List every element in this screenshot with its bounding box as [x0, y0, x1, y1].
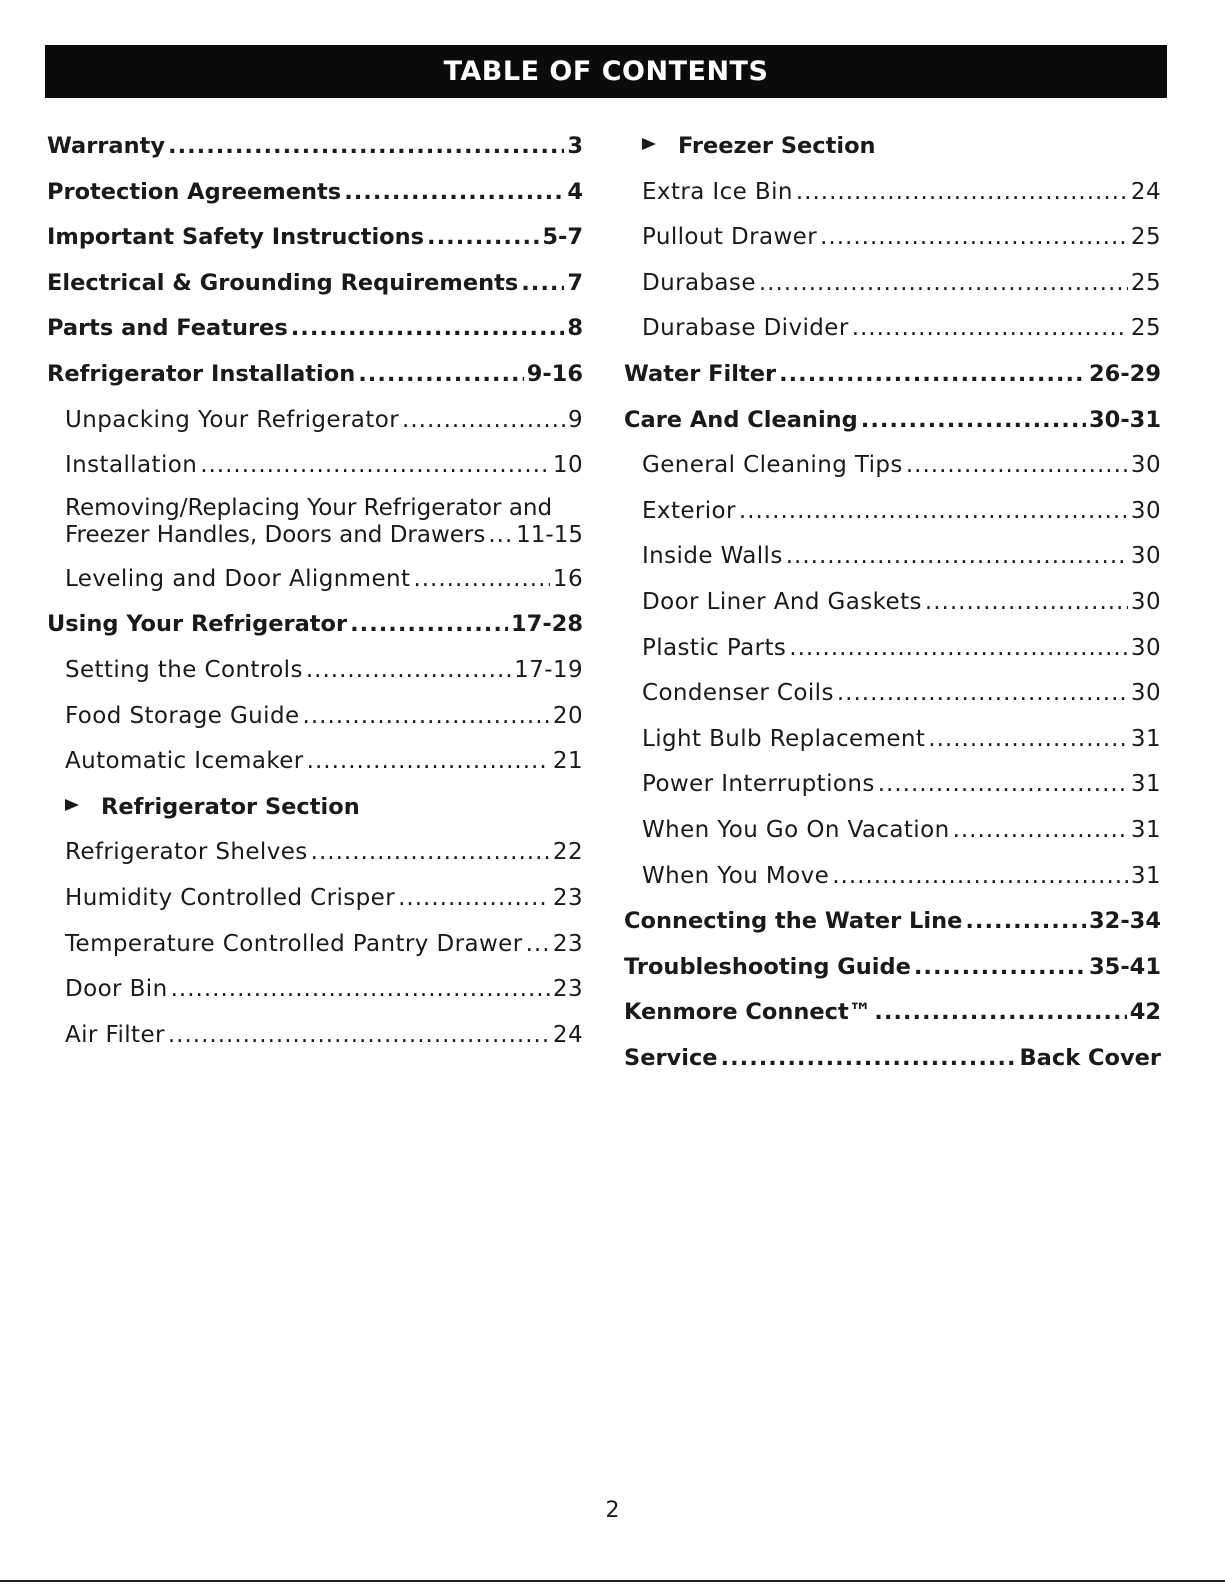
- entry-label: Door Liner And Gaskets: [642, 588, 922, 615]
- toc-entry-icemaker[interactable]: [47, 739, 583, 785]
- entry-label-line1: Removing/Replacing Your Refrigerator and: [65, 494, 553, 521]
- entry-page: 9: [567, 406, 583, 433]
- leader-dots: [739, 489, 1128, 535]
- entry-page: 31: [1130, 816, 1161, 843]
- toc-entry-unpacking[interactable]: [47, 398, 583, 444]
- entry-page: 8: [567, 315, 583, 342]
- leader-dots: [358, 352, 523, 398]
- entry-page: 9-16: [526, 360, 583, 387]
- leader-dots: [953, 808, 1128, 854]
- toc-entry-shelves[interactable]: [47, 830, 583, 876]
- leader-dots: [786, 534, 1128, 580]
- toc-entry-door-bin[interactable]: [47, 967, 583, 1013]
- toc-entry-cleaning-tips[interactable]: [624, 443, 1161, 489]
- toc-entry-care-cleaning[interactable]: [624, 398, 1161, 444]
- entry-page: 24: [1130, 178, 1161, 205]
- toc-section-freezer: [624, 124, 1161, 170]
- entry-page: 25: [1130, 315, 1161, 342]
- entry-page: 17-28: [511, 611, 583, 638]
- entry-label: Service: [624, 1044, 718, 1071]
- entry-page: 23: [552, 930, 583, 957]
- entry-page: 31: [1130, 862, 1161, 889]
- toc-entry-safety-instructions[interactable]: [47, 215, 583, 261]
- entry-label: Air Filter: [65, 1021, 165, 1048]
- entry-label: Important Safety Instructions: [47, 224, 425, 251]
- toc-entry-setting-controls[interactable]: [47, 648, 583, 694]
- section-label: Freezer Section: [678, 133, 876, 159]
- entry-page: 17-19: [514, 656, 583, 683]
- entry-label: Food Storage Guide: [65, 702, 300, 729]
- entry-label: Using Your Refrigerator: [47, 611, 348, 638]
- entry-page: 30: [1130, 497, 1161, 524]
- toc-entry-vacation[interactable]: [624, 808, 1161, 854]
- toc-entry-food-storage[interactable]: [47, 694, 583, 740]
- bottom-rule: [0, 1580, 1225, 1582]
- entry-label: When You Go On Vacation: [642, 816, 950, 843]
- toc-right-column: [624, 124, 1161, 1081]
- toc-entry-warranty[interactable]: [47, 124, 583, 170]
- toc-entry-exterior[interactable]: [624, 489, 1161, 535]
- entry-label: Care And Cleaning: [624, 406, 858, 433]
- toc-entry-leveling[interactable]: [47, 557, 583, 603]
- entry-label: Automatic Icemaker: [65, 748, 304, 775]
- leader-dots: [721, 1036, 1017, 1082]
- toc-entry-door-liner[interactable]: [624, 580, 1161, 626]
- toc-entry-plastic-parts[interactable]: [624, 626, 1161, 672]
- toc-entry-durabase[interactable]: [624, 261, 1161, 307]
- leader-dots: [820, 215, 1128, 261]
- toc-entry-troubleshooting[interactable]: [624, 945, 1161, 991]
- entry-page: 23: [552, 976, 583, 1003]
- entry-label: Extra Ice Bin: [642, 178, 793, 205]
- toc-entry-move[interactable]: [624, 854, 1161, 900]
- leader-dots: [168, 1013, 550, 1059]
- toc-section-refrigerator: [47, 785, 583, 831]
- leader-dots: [878, 762, 1128, 808]
- section-label: Refrigerator Section: [101, 793, 360, 820]
- leader-dots: [965, 899, 1086, 945]
- leader-dots: [427, 215, 539, 261]
- leader-dots: [779, 352, 1086, 398]
- leader-dots: [832, 854, 1128, 900]
- leader-dots: [344, 170, 564, 216]
- leader-dots: [928, 717, 1128, 763]
- toc-entry-removing-replacing[interactable]: [47, 489, 583, 557]
- entry-label: Door Bin: [65, 976, 168, 1003]
- leader-dots: [350, 602, 508, 648]
- entry-label-line2: Freezer Handles, Doors and Drawers: [65, 521, 486, 548]
- entry-label: Troubleshooting Guide: [624, 953, 911, 980]
- entry-label: Unpacking Your Refrigerator: [65, 406, 400, 433]
- toc-entry-inside-walls[interactable]: [624, 534, 1161, 580]
- entry-page: Back Cover: [1019, 1044, 1161, 1071]
- leader-dots: [759, 261, 1128, 307]
- leader-dots: [861, 398, 1086, 444]
- entry-label: Electrical & Grounding Requirements: [47, 269, 519, 296]
- entry-page: 16: [552, 565, 583, 592]
- entry-label: Protection Agreements: [47, 178, 342, 205]
- toc-entry-power-interruptions[interactable]: [624, 762, 1161, 808]
- entry-page: 42: [1129, 999, 1161, 1026]
- entry-page: 31: [1130, 771, 1161, 798]
- entry-page: 11-15: [516, 521, 583, 548]
- entry-page: 35-41: [1089, 953, 1161, 980]
- entry-page: 10: [552, 452, 583, 479]
- toc-entry-using-refrigerator[interactable]: [47, 602, 583, 648]
- toc-entry-electrical[interactable]: [47, 261, 583, 307]
- toc-entry-crisper[interactable]: [47, 876, 583, 922]
- entry-page: 30: [1130, 543, 1161, 570]
- leader-dots: [521, 261, 564, 307]
- toc-entry-refrigerator-installation[interactable]: [47, 352, 583, 398]
- triangle-arrow-icon: [642, 138, 656, 150]
- leader-dots: [398, 876, 550, 922]
- entry-label: When You Move: [642, 862, 830, 889]
- leader-dots: [488, 522, 513, 549]
- leader-dots: [925, 580, 1128, 626]
- toc-entry-durabase-divider[interactable]: [624, 306, 1161, 352]
- entry-page: 3: [567, 133, 583, 159]
- entry-page: 30: [1130, 634, 1161, 661]
- entry-page: 21: [552, 748, 583, 775]
- leader-dots: [306, 648, 511, 694]
- toc-header: [45, 45, 1167, 98]
- leader-dots: [874, 990, 1126, 1036]
- leader-dots: [307, 739, 550, 785]
- toc-entry-pullout-drawer[interactable]: [624, 215, 1161, 261]
- entry-label: Refrigerator Shelves: [65, 839, 308, 866]
- leader-dots: [200, 443, 550, 489]
- entry-page: 26-29: [1089, 360, 1161, 387]
- entry-page: 24: [552, 1021, 583, 1048]
- entry-label: Humidity Controlled Crisper: [65, 884, 396, 911]
- entry-page: 30: [1130, 452, 1161, 479]
- entry-page: 22: [552, 839, 583, 866]
- entry-label: Durabase Divider: [642, 315, 849, 342]
- entry-label: Pullout Drawer: [642, 224, 818, 251]
- entry-page: 25: [1130, 224, 1161, 251]
- toc-entry-protection-agreements[interactable]: [47, 170, 583, 216]
- toc-entry-kenmore-connect[interactable]: [624, 990, 1161, 1036]
- leader-dots: [413, 557, 549, 603]
- entry-page: 30: [1130, 588, 1161, 615]
- entry-label: Durabase: [642, 269, 756, 296]
- entry-label: Temperature Controlled Pantry Drawer: [65, 930, 523, 957]
- entry-label: Parts and Features: [47, 315, 288, 342]
- toc-entry-air-filter[interactable]: [47, 1013, 583, 1059]
- leader-dots: [291, 306, 565, 352]
- leader-dots: [852, 306, 1128, 352]
- leader-dots: [796, 170, 1128, 216]
- entry-page: 25: [1130, 269, 1161, 296]
- leader-dots: [168, 124, 564, 170]
- leader-dots: [789, 626, 1128, 672]
- entry-page: 20: [552, 702, 583, 729]
- entry-page: 31: [1130, 725, 1161, 752]
- entry-label: Light Bulb Replacement: [642, 725, 926, 752]
- entry-label-line2-row: [47, 522, 583, 549]
- entry-label: Kenmore Connect™: [624, 999, 872, 1026]
- entry-label: Water Filter: [624, 360, 777, 387]
- entry-label: Leveling and Door Alignment: [65, 565, 411, 592]
- toc-entry-water-filter[interactable]: [624, 352, 1161, 398]
- toc-entry-condenser-coils[interactable]: [624, 671, 1161, 717]
- entry-label: Refrigerator Installation: [47, 360, 356, 387]
- entry-page: 4: [567, 178, 583, 205]
- entry-label: Warranty: [47, 133, 166, 159]
- leader-dots: [837, 671, 1128, 717]
- triangle-arrow-icon: [65, 799, 79, 811]
- entry-label: Plastic Parts: [642, 634, 787, 661]
- entry-label: Exterior: [642, 497, 736, 524]
- entry-page: 30-31: [1089, 406, 1161, 433]
- leader-dots: [402, 398, 565, 444]
- toc-title: TABLE OF CONTENTS: [443, 56, 769, 87]
- entry-label: Power Interruptions: [642, 771, 875, 798]
- entry-page: 32-34: [1089, 908, 1161, 935]
- entry-page: 30: [1130, 680, 1161, 707]
- toc-left-column: [47, 124, 583, 1058]
- entry-page: 5-7: [542, 224, 583, 251]
- entry-label: Inside Walls: [642, 543, 783, 570]
- leader-dots: [171, 967, 550, 1013]
- entry-label: Setting the Controls: [65, 656, 303, 683]
- entry-label: Condenser Coils: [642, 680, 834, 707]
- leader-dots: [311, 830, 550, 876]
- page-number: 2: [605, 1498, 620, 1523]
- toc-entry-service[interactable]: [624, 1036, 1161, 1082]
- entry-page: 7: [567, 269, 583, 296]
- toc-entry-installation[interactable]: [47, 443, 583, 489]
- toc-entry-light-bulb[interactable]: [624, 717, 1161, 763]
- entry-page: 23: [552, 884, 583, 911]
- leader-dots: [914, 945, 1086, 991]
- leader-dots: [906, 443, 1128, 489]
- entry-label: General Cleaning Tips: [642, 452, 903, 479]
- toc-entry-water-line[interactable]: [624, 899, 1161, 945]
- toc-entry-pantry-drawer[interactable]: [47, 922, 583, 968]
- toc-entry-extra-ice-bin[interactable]: [624, 170, 1161, 216]
- entry-label: Connecting the Water Line: [624, 908, 963, 935]
- leader-dots: [303, 694, 550, 740]
- toc-entry-parts-features[interactable]: [47, 306, 583, 352]
- entry-label: Installation: [65, 452, 198, 479]
- leader-dots: [526, 922, 550, 968]
